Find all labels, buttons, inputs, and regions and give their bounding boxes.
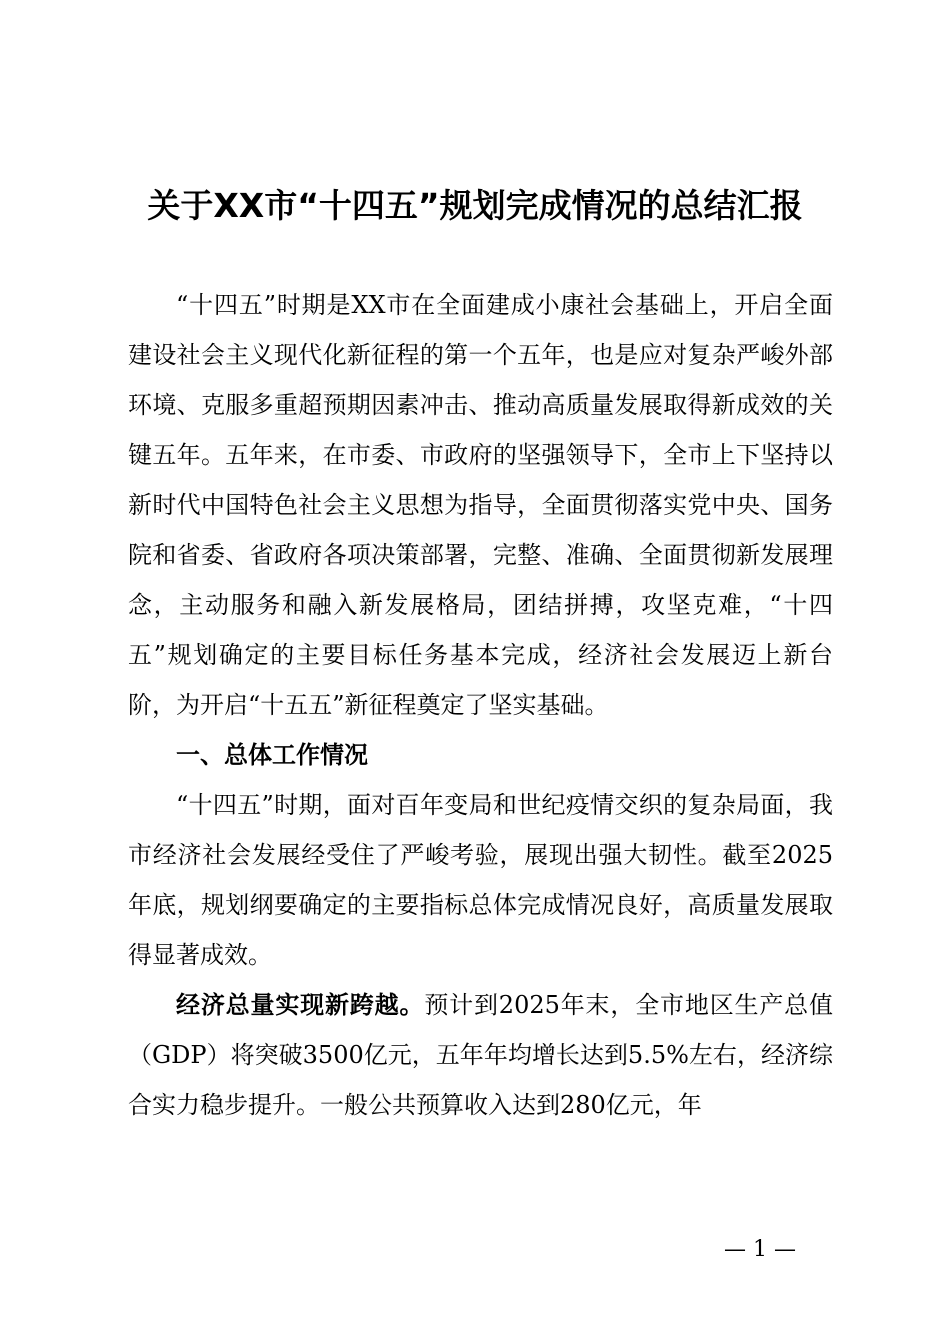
page-number-text: — 1 — xyxy=(724,1237,796,1262)
section-heading: 一、总体工作情况 xyxy=(176,741,368,769)
page-number xyxy=(0,1234,950,1266)
intro-paragraph: “十四五”时期是XX市在全面建成小康社会基础上，开启全面建设社会主义现代化新征程的第一个五年，也是应对复杂严峻外部环境、克服多重超预期因素冲击、推动高质量发展取得新成效的关键五年。五年来，在市委、市政府的坚强领导下，全市上下坚持以新时代中国特色社会主义思想为指导，全面贯彻落实党中央、国务院和省委、省政府各项决策部署，完整、准确、全面贯彻新发展理念，主动服务和融入新发展格局，团结拼搏，攻坚克难，“十四五”规划确定的主要目标任务基本完成，经济社会发展迈上新台阶，为开启“十五五”新征程奠定了坚实基础。 xyxy=(128,291,833,719)
economy-paragraph xyxy=(128,980,833,1130)
overview-paragraph: “十四五”时期，面对百年变局和世纪疫情交织的复杂局面，我市经济社会发展经受住了严峻考验，展现出强大韧性。截至2025年底，规划纲要确定的主要指标总体完成情况良好，高质量发展取得显著成效。 xyxy=(128,791,833,969)
document-body xyxy=(128,280,833,1130)
document-title: 关于XX市“十四五”规划完成情况的总结汇报 xyxy=(147,186,803,225)
economy-lead-in: 经济总量实现新跨越。 xyxy=(176,991,425,1019)
economy-text: 预计到2025年末，全市地区生产总值（GDP）将突破3500亿元，五年年均增长达到5.5%左右，经济综合实力稳步提升。一般公共预算收入达到280亿元，年 xyxy=(128,991,834,1119)
